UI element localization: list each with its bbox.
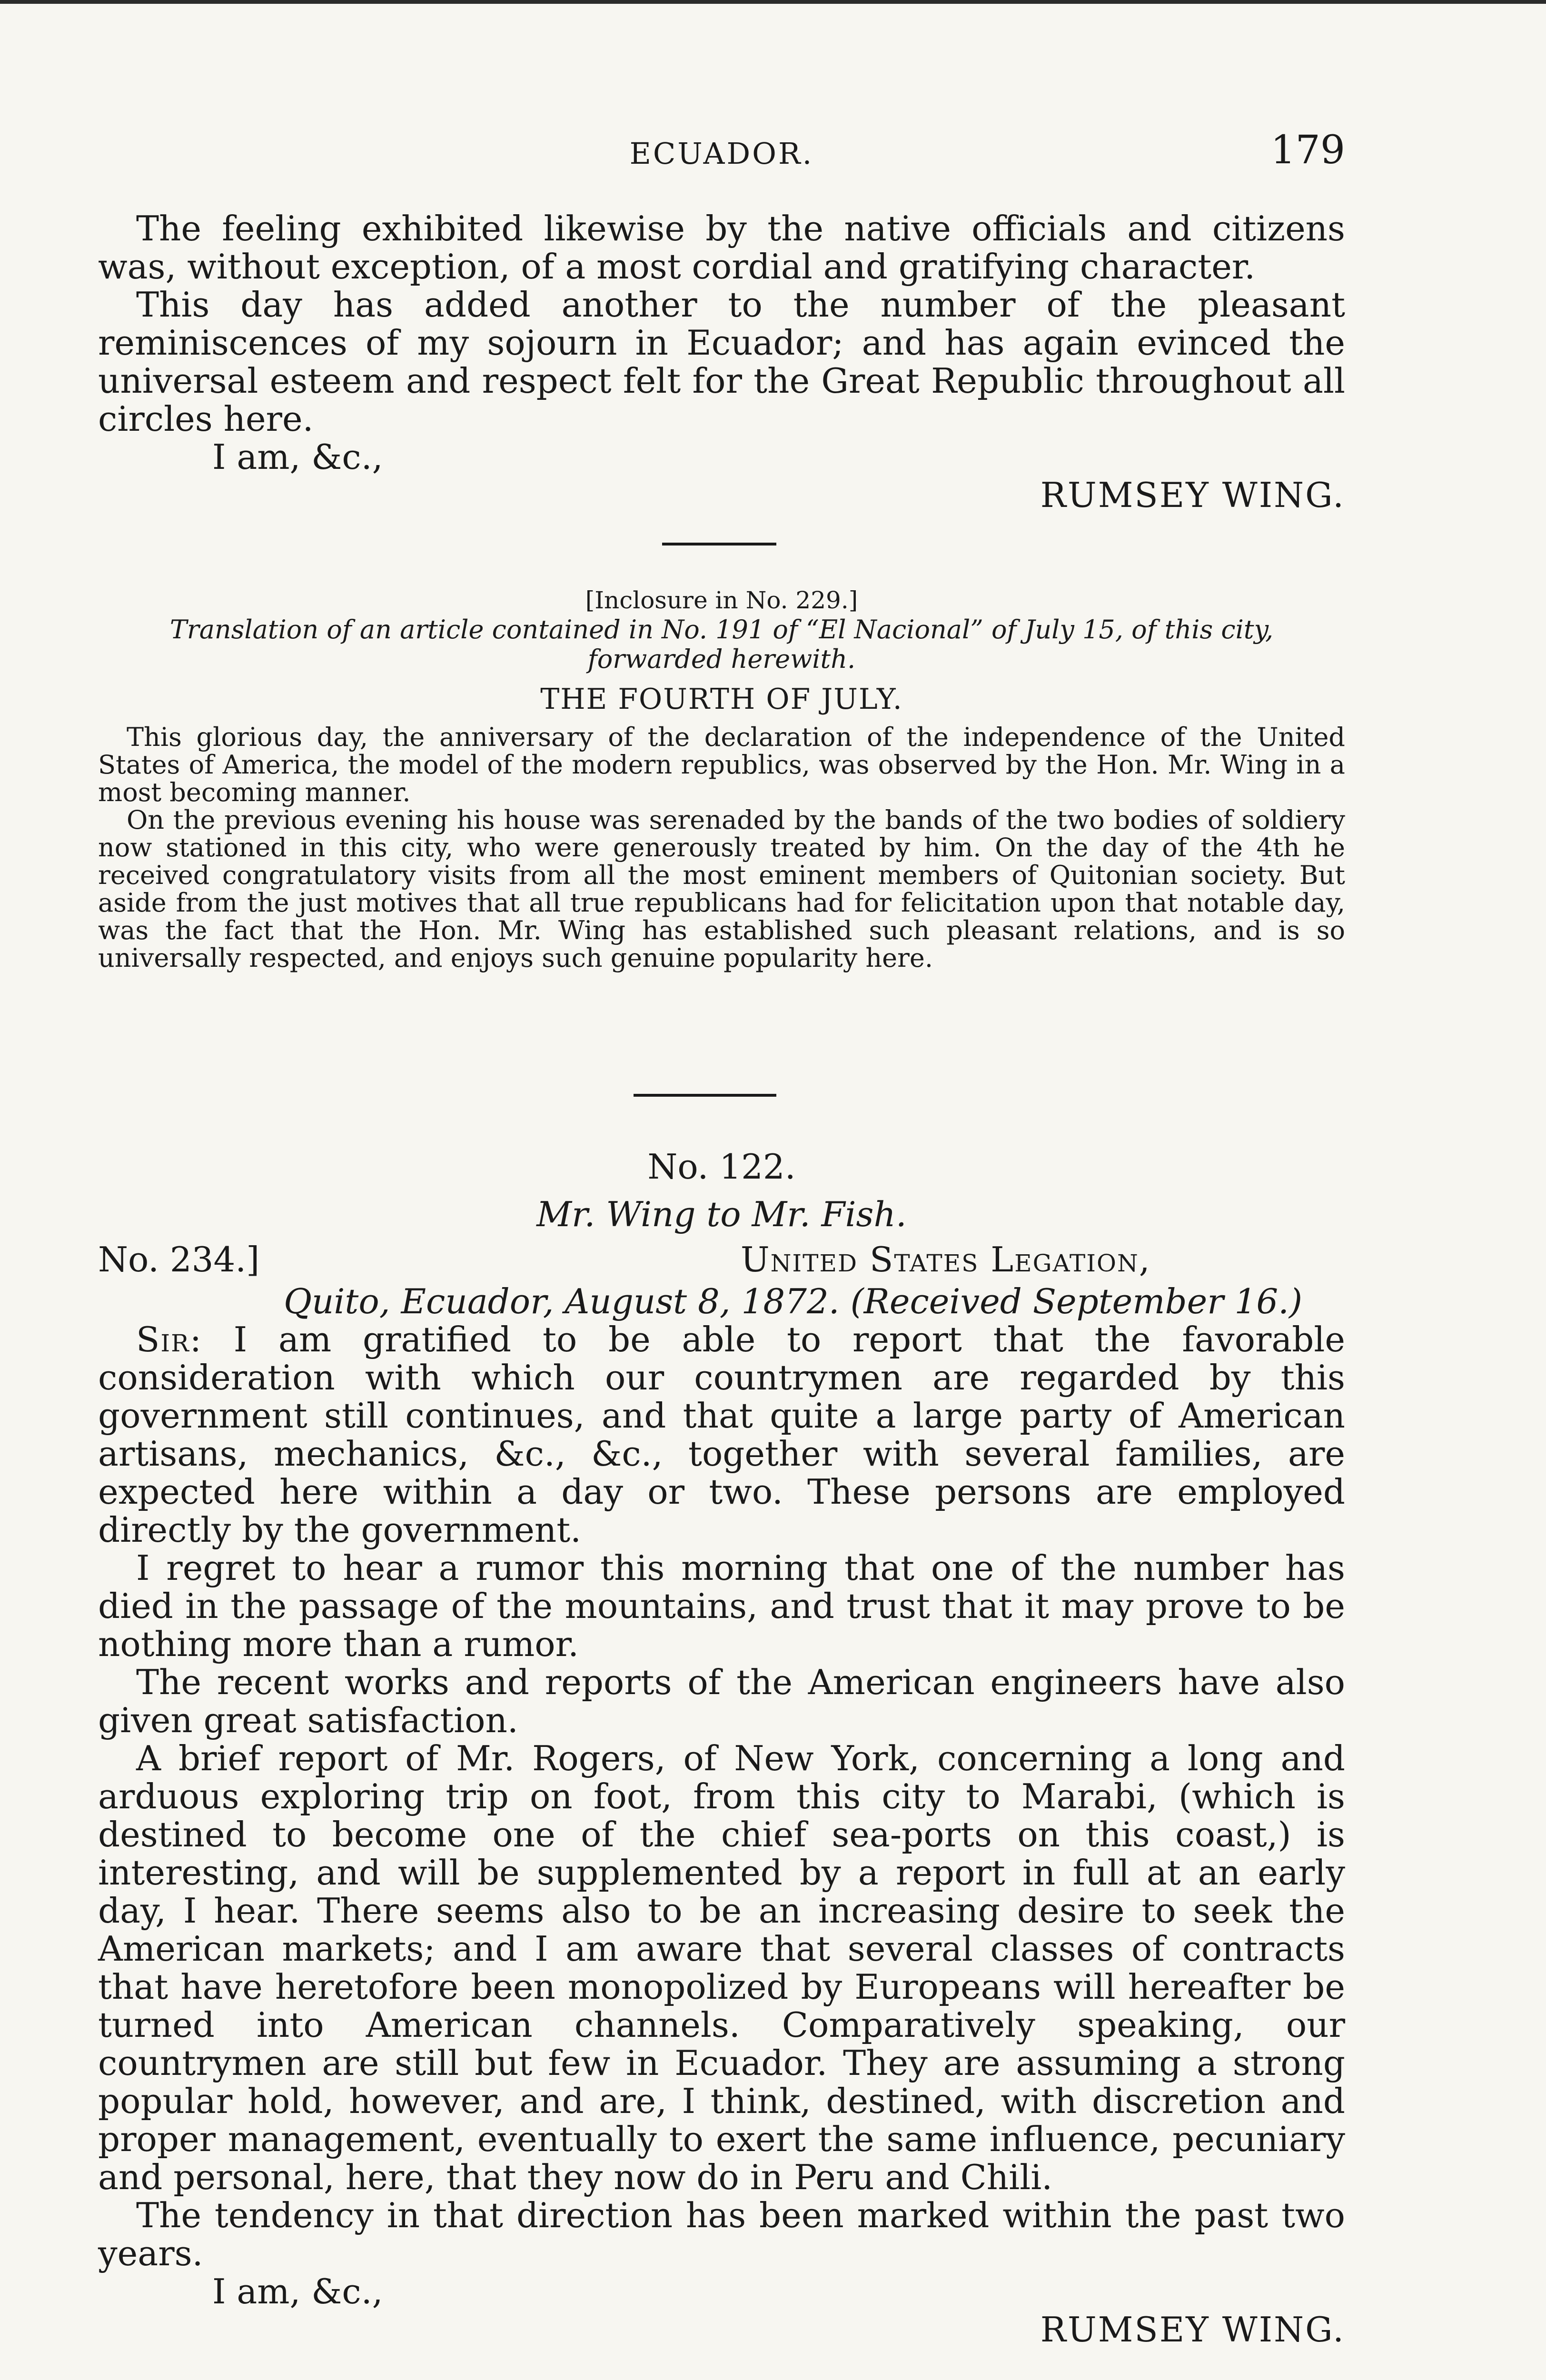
- letter-continued: [98, 209, 1345, 514]
- letter2-signature: RUMSEY WING.: [1040, 2310, 1345, 2350]
- letter1-signoff: I am, &c.,: [212, 437, 383, 477]
- enclosure-caption-continued: forwarded herewith.: [587, 644, 856, 674]
- enclosure: [98, 585, 1345, 972]
- letter1-signature: RUMSEY WING.: [1040, 475, 1345, 515]
- letter1-paragraph: The feeling exhibited likewise by the native officials and citizens was, without exception, of a most cordial and gratifying character.: [98, 208, 1345, 287]
- enclosure-label: [Inclosure in No. 229.]: [585, 586, 858, 614]
- letter2-body: [98, 1320, 1345, 2349]
- document-subtitle: Mr. Wing to Mr. Fish.: [536, 1194, 907, 1234]
- enclosure-paragraph: On the previous evening his house was serenaded by the bands of the two bodies of soldiery now stationed in this city, who were generously treated by him. On the day of the 4th he received congratulatory visits from all the most eminent members of Quitonian society. But aside from the just motives that all true republicans had for felicitation upon that notable day, was the fact that the Hon. Mr. Wing has established such pleasant relations, and is so universally respected, and enjoys such genuine popularity here.: [98, 805, 1345, 973]
- salutation: Sir:: [136, 1319, 202, 1359]
- page-number: 179: [1270, 128, 1345, 173]
- letter2-paragraph: A brief report of Mr. Rogers, of New York, concerning a long and arduous exploring trip on foot, from this city to Marabi, (which is destined to become one of the chief sea-ports on this coast,) is interesting, and will be supplemented by a report in full at an early day, I hear. There seems also to be an increasing desire to seek the American markets; and I am aware that several classes of contracts that have heretofore been monopolized by Europeans will hereafter be turned into American channels. Comparatively speaking, our countrymen are still but few in Ecuador. They are assuming a strong popular hold, however, and are, I think, destined, with discretion and proper management, eventually to exert the same influence, pecuniary and personal, here, that they now do in Peru and Chili.: [98, 1738, 1345, 2197]
- letter2-paragraph: The recent works and reports of the American engineers have also given great satisfaction.: [98, 1662, 1345, 1740]
- enclosure-article: [98, 724, 1345, 972]
- section-divider: [634, 1094, 776, 1097]
- letter1-paragraph: This day has added another to the number of the pleasant reminiscences of my sojourn in Ecuador; and has again evinced the universal esteem and respect felt for the Great Republic throughout all circles here.: [98, 285, 1345, 439]
- page-top-edge: [0, 0, 1546, 4]
- letter2-paragraph: [98, 1320, 1345, 1549]
- letter2-signoff: I am, &c.,: [212, 2271, 383, 2311]
- enclosure-caption: Translation of an article contained in No. 191 of “El Nacional” of July 15, of this city,: [169, 615, 1274, 645]
- letter2-paragraph: I regret to hear a rumor this morning that one of the number has died in the passage of the mountains, and trust that it may prove to be nothing more than a rumor.: [98, 1548, 1345, 1664]
- dateline: Quito, Ecuador, August 8, 1872. (Received September 16.): [284, 1281, 1303, 1321]
- reference-row: [98, 1240, 1345, 1282]
- legation-heading: United States Legation,: [741, 1240, 1151, 1279]
- document-number: No. 122.: [647, 1147, 796, 1187]
- section-divider: [662, 543, 776, 545]
- document-122: [98, 1147, 1345, 2349]
- letter2-paragraph: The tendency in that direction has been marked within the past two years.: [98, 2195, 1345, 2273]
- enclosure-paragraph: This glorious day, the anniversary of the declaration of the independence of the United States of America, the model of the modern republics, was observed by the Hon. Mr. Wing in a most becoming manner.: [98, 722, 1345, 807]
- page-header: [98, 128, 1345, 175]
- enclosure-title: THE FOURTH OF JULY.: [540, 683, 903, 716]
- letter2-paragraph-text: I am gratified to be able to report that the favorable consideration with which our countrymen are regarded by this government still continues, and that quite a large party of American artisans, mechanics, &c., &c., together with several families, are expected here within a day or two. These persons are employed directly by the government.: [98, 1319, 1346, 1550]
- reference-number: No. 234.]: [98, 1240, 260, 1279]
- running-head: ECUADOR.: [629, 136, 814, 171]
